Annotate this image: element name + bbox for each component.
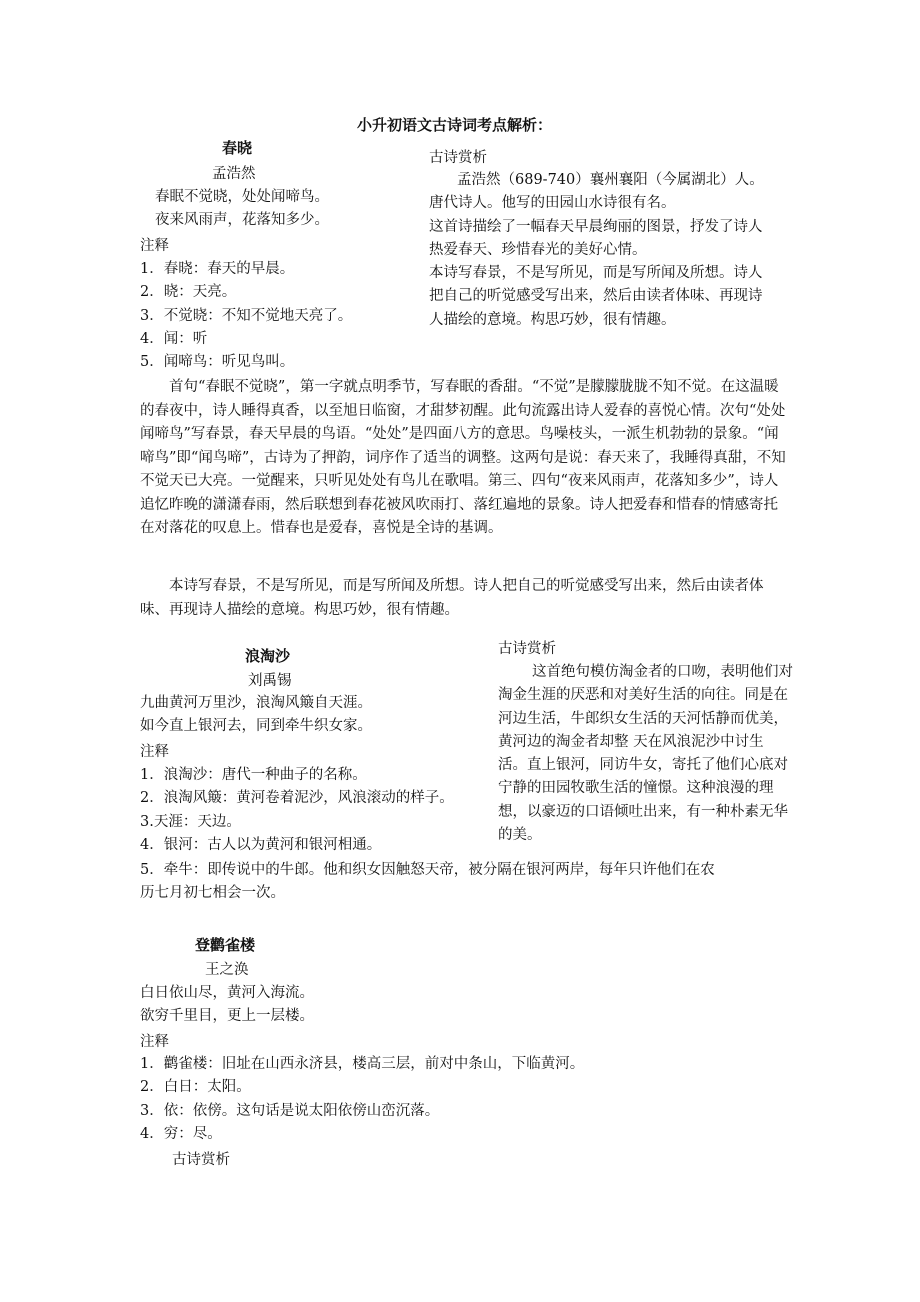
poem-title: 浪淘沙: [245, 647, 291, 665]
note-line: 5．牵牛：即传说中的牛郎。他和织女因触怒天帝，被分隔在银河两岸，每年只许他们在农: [140, 862, 715, 878]
analysis-paragraph: 首句“春眠不觉晓”，第一字就点明季节，写春眠的香甜。“不觉”是朦朦胧胧不知不觉。在这温暖的春夜中，诗人睡得真香，以至旭日临窗，才甜梦初醒。此句流露出诗人爱春的喜悦心情。次句“处处闻啼鸟”写春景，春天早晨的鸟语。“处处”是四面八方的意思。鸟噪枝头，一派生机勃勃的景象。“闻啼鸟”即“闻鸟啼”，古诗为了押韵，词序作了适当的调整。这两句是说：春天来了，我睡得真甜，不知不觉天已大亮。一觉醒来，只听见处处有鸟儿在歌唱。第三、四句“夜来风雨声，花落知多少”，诗人追忆昨晚的潇潇春雨，然后联想到春花被风吹雨打、落红遍地的景象。诗人把爱春和惜春的情感寄托在对落花的叹息上。惜春也是爱春，喜悦是全诗的基调。: [140, 379, 786, 536]
poem-line: 春眠不觉晓，处处闻啼鸟。: [155, 189, 329, 205]
appreciation-label: 古诗赏析: [429, 150, 487, 166]
notes-list: [140, 258, 352, 374]
poem-title: 登鹳雀楼: [195, 936, 256, 954]
note-item: 1．鹳雀楼：旧址在山西永济县，楼高三层，前对中条山，下临黄河。: [140, 1056, 585, 1072]
note-item: 5．闻啼鸟：听见鸟叫。: [140, 354, 295, 371]
note-line: 历七月初七相会一次。: [140, 885, 285, 902]
analysis-paragraph: 本诗写春景，不是写所见，而是写所闻及所想。诗人把自己的听觉感受写出来，然后由读者体味、再现诗人描绘的意境。构思巧妙，很有情趣。: [140, 578, 764, 618]
notes-label: 注释: [140, 744, 169, 760]
notes-list: [140, 764, 454, 857]
note-item: 3．不觉晓：不知不觉地天亮了。: [140, 307, 353, 324]
appreciation-line: 的美。: [498, 827, 542, 844]
note-item: 3．依：依傍。这句话是说太阳依傍山峦沉落。: [140, 1102, 440, 1119]
appreciation-label: 古诗赏析: [172, 1152, 230, 1168]
poem-line: 九曲黄河万里沙，浪淘风簸自天涯。: [140, 695, 372, 711]
note-item: 1．春晓：春天的早晨。: [140, 261, 295, 277]
appreciation-line: 这首绝句模仿淘金者的口吻，表明他们对: [532, 664, 793, 680]
poem-author: 刘禹锡: [248, 673, 292, 689]
poem-line: 欲穷千里目，更上一层楼。: [140, 1008, 314, 1025]
appreciation-line: 河边生活，牛郎织女生活的天河恬静而优美，: [498, 710, 788, 727]
note-item: 2．浪淘风簸：黄河卷着泥沙，风浪滚动的样子。: [140, 790, 454, 807]
appreciation-line: 淘金生涯的厌恶和对美好生活的向往。同是在: [498, 687, 788, 704]
document-title: 小升初语文古诗词考点解析：: [357, 116, 553, 134]
note-item: [140, 859, 715, 906]
appreciation-line: 热爱春天、珍惜春光的美好心情。: [429, 241, 647, 258]
appreciation-line: 孟浩然（689-740）襄州襄阳（今属湖北）人。: [457, 172, 764, 188]
poem-title: 春晓: [222, 139, 253, 157]
appreciation-line: 人描绘的意境。构思巧妙，很有情趣。: [429, 311, 676, 328]
note-item: 3.天涯：天边。: [140, 813, 241, 830]
appreciation-text: [498, 661, 793, 847]
note-item: 2．晓：天亮。: [140, 284, 237, 301]
appreciation-line: 想，以豪迈的口语倾吐出来，有一种朴素无华: [498, 803, 788, 820]
note-item: 4．银河：古人以为黄河和银河相通。: [140, 836, 382, 853]
poem-line: 夜来风雨声，花落知多少。: [155, 212, 329, 229]
appreciation-line: 黄河边的淘金者却整 天在风浪泥沙中讨生: [498, 733, 764, 750]
appreciation-line: 把自己的听觉感受写出来，然后由读者体味、再现诗: [429, 288, 763, 305]
appreciation-label: 古诗赏析: [498, 641, 556, 657]
notes-label: 注释: [140, 1034, 169, 1050]
appreciation-line: 唐代诗人。他写的田园山水诗很有名。: [429, 195, 676, 212]
poem-line: 白日依山尽，黄河入海流。: [140, 985, 314, 1001]
poem-author: 王之涣: [205, 962, 249, 978]
notes-list: [140, 1053, 584, 1146]
poem-line: 如今直上银河去，同到牵牛织女家。: [140, 718, 372, 735]
poem-author: 孟浩然: [212, 166, 256, 182]
appreciation-text: [429, 169, 764, 332]
appreciation-line: 这首诗描绘了一幅春天早晨绚丽的图景，抒发了诗人: [429, 218, 763, 235]
poem-lines: [155, 186, 329, 233]
note-item: 4．闻：听: [140, 330, 208, 347]
notes-label: 注释: [140, 238, 169, 254]
poem-lines: [140, 692, 372, 739]
note-item: 1．浪淘沙：唐代一种曲子的名称。: [140, 767, 367, 783]
appreciation-line: 宁静的田园牧歌生活的憧憬。这种浪漫的理: [498, 780, 774, 797]
poem-lines: [140, 982, 314, 1029]
appreciation-line: 本诗写春景，不是写所见，而是写所闻及所想。诗人: [429, 265, 763, 282]
appreciation-line: 活。直上银河，同访牛女，寄托了他们心底对: [498, 757, 788, 774]
note-item: 4．穷：尽。: [140, 1125, 222, 1142]
note-item: 2．白日：太阳。: [140, 1079, 251, 1096]
